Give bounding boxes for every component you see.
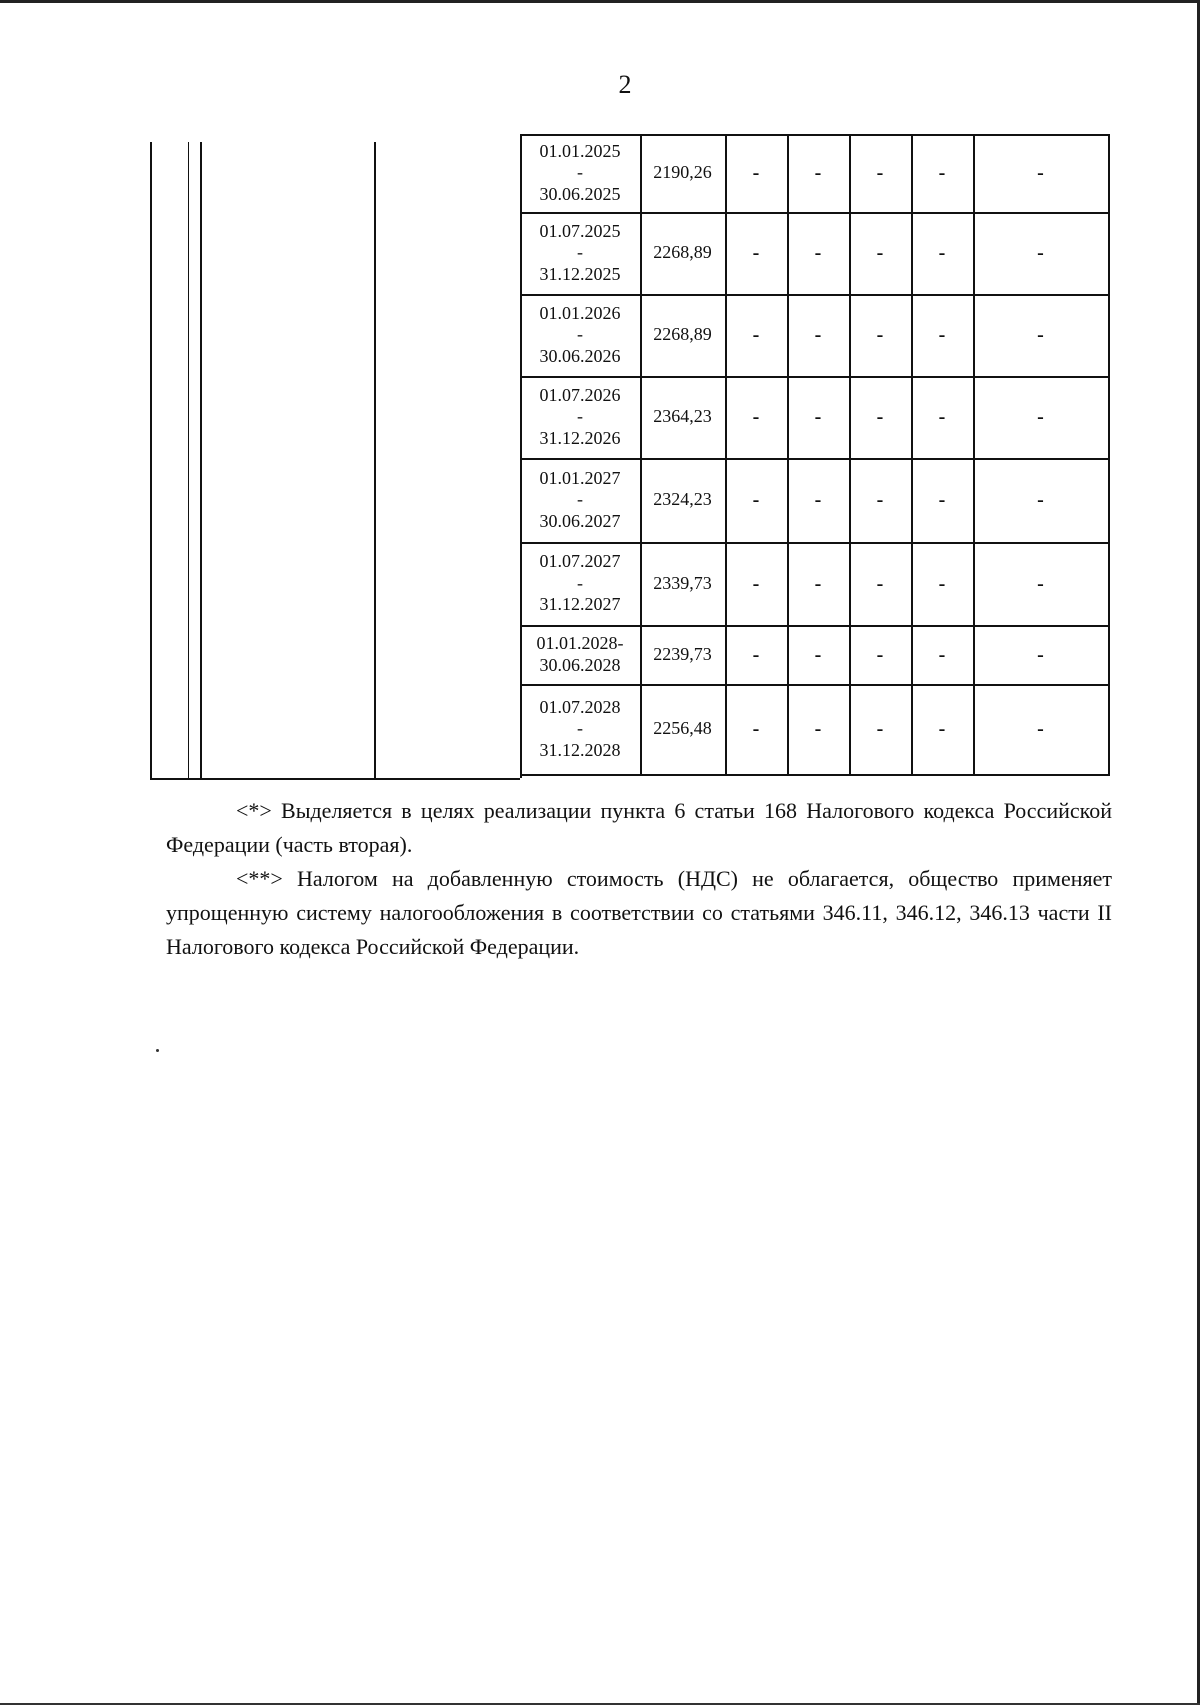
table-row-border-8 <box>520 774 1110 776</box>
tariff-value: 2324,23 <box>653 489 712 510</box>
empty-value-cell: - <box>1037 643 1044 666</box>
period-end: 31.12.2025 <box>539 263 621 284</box>
empty-value-cell: - <box>814 406 822 428</box>
empty-value-cell: - <box>938 406 946 428</box>
empty-value-cell: - <box>814 572 822 595</box>
tariff-table <box>0 0 1200 800</box>
empty-value-cell: - <box>1037 572 1044 595</box>
tariff-value: 2256,48 <box>653 718 712 739</box>
tariff-value: 2268,89 <box>653 242 712 263</box>
empty-value-cell: - <box>1037 162 1044 184</box>
period-sep: - <box>577 406 583 427</box>
empty-value-cell: - <box>876 572 884 595</box>
table-border-right-7 <box>1108 134 1110 774</box>
period-sep: - <box>577 489 583 510</box>
page-number: 2 <box>618 70 632 99</box>
table-border-left-0 <box>150 142 152 778</box>
period-end: 30.06.2026 <box>539 345 621 366</box>
period-cell <box>520 212 640 294</box>
empty-value-cell: - <box>752 162 760 184</box>
empty-value-cell: - <box>938 242 946 264</box>
period-cell <box>520 625 640 684</box>
period-sep: - <box>577 572 583 593</box>
empty-value-cell: - <box>814 242 822 264</box>
period-end: 31.12.2026 <box>539 427 621 448</box>
empty-value-cell: - <box>752 324 760 346</box>
empty-value-cell: - <box>938 643 946 666</box>
empty-value-cell: - <box>876 718 884 740</box>
empty-value-cell: - <box>752 406 760 428</box>
table-border-bottom-left <box>150 778 520 780</box>
table-border-inner <box>188 142 189 778</box>
period-cell <box>520 134 640 212</box>
period-end: 30.06.2028 <box>539 654 621 675</box>
period-start: 01.07.2027 <box>539 551 621 572</box>
period-end: 31.12.2028 <box>539 739 621 760</box>
empty-value-cell: - <box>876 324 884 346</box>
empty-value-cell: - <box>1037 489 1044 511</box>
empty-value-cell: - <box>1037 242 1044 264</box>
empty-value-cell: - <box>752 489 760 511</box>
period-sep: - <box>577 242 583 263</box>
period-sep: - <box>577 324 583 345</box>
period-sep: - <box>577 718 583 739</box>
empty-value-cell: - <box>938 718 946 740</box>
table-border-left-2 <box>374 142 376 778</box>
footnote-2: <**> Налогом на добавленную стоимость (НДС) не облагается, общество применяет упрощенную систему налогообложения в соответствии со статьями 346.11, 346.12, 346.13 части II Налогового кодекса Российской Федерации. <box>166 866 1112 959</box>
empty-value-cell: - <box>814 162 822 184</box>
empty-value-cell: - <box>814 324 822 346</box>
empty-value-cell: - <box>938 162 946 184</box>
footnotes <box>166 794 1112 964</box>
period-cell <box>520 458 640 542</box>
empty-value-cell: - <box>752 572 760 595</box>
scan-speck <box>156 1049 159 1052</box>
period-start: 01.07.2025 <box>539 220 621 241</box>
empty-value-cell: - <box>1037 406 1044 428</box>
empty-value-cell: - <box>876 643 884 666</box>
period-start: 01.07.2026 <box>539 384 621 405</box>
period-start: 01.01.2027 <box>539 467 621 488</box>
period-cell <box>520 294 640 376</box>
empty-value-cell: - <box>752 242 760 264</box>
empty-value-cell: - <box>1037 718 1044 740</box>
period-end: 30.06.2025 <box>539 183 621 204</box>
period-cell <box>520 684 640 774</box>
period-cell <box>520 542 640 625</box>
tariff-value: 2364,23 <box>653 406 712 427</box>
footnote-1: <*> Выделяется в целях реализации пункта 6 статьи 168 Налогового кодекса Российской Федерации (часть вторая). <box>166 798 1112 857</box>
empty-value-cell: - <box>876 162 884 184</box>
period-start: 01.01.2028- <box>536 632 624 653</box>
period-start: 01.07.2028 <box>539 696 621 717</box>
empty-value-cell: - <box>752 643 760 666</box>
period-start: 01.01.2025 <box>539 140 621 161</box>
period-cell <box>520 376 640 458</box>
empty-value-cell: - <box>1037 324 1044 346</box>
empty-value-cell: - <box>876 242 884 264</box>
tariff-value: 2190,26 <box>653 162 712 183</box>
empty-value-cell: - <box>752 718 760 740</box>
empty-value-cell: - <box>938 324 946 346</box>
empty-value-cell: - <box>876 406 884 428</box>
table-border-left-1 <box>200 142 202 778</box>
empty-value-cell: - <box>938 572 946 595</box>
empty-value-cell: - <box>876 489 884 511</box>
tariff-value: 2268,89 <box>653 324 712 345</box>
period-end: 31.12.2027 <box>539 594 621 615</box>
empty-value-cell: - <box>814 643 822 666</box>
tariff-value: 2339,73 <box>653 572 712 593</box>
period-sep: - <box>577 162 583 183</box>
period-start: 01.01.2026 <box>539 302 621 323</box>
period-end: 30.06.2027 <box>539 510 621 531</box>
empty-value-cell: - <box>814 489 822 511</box>
tariff-value: 2239,73 <box>653 643 712 664</box>
empty-value-cell: - <box>938 489 946 511</box>
empty-value-cell: - <box>814 718 822 740</box>
